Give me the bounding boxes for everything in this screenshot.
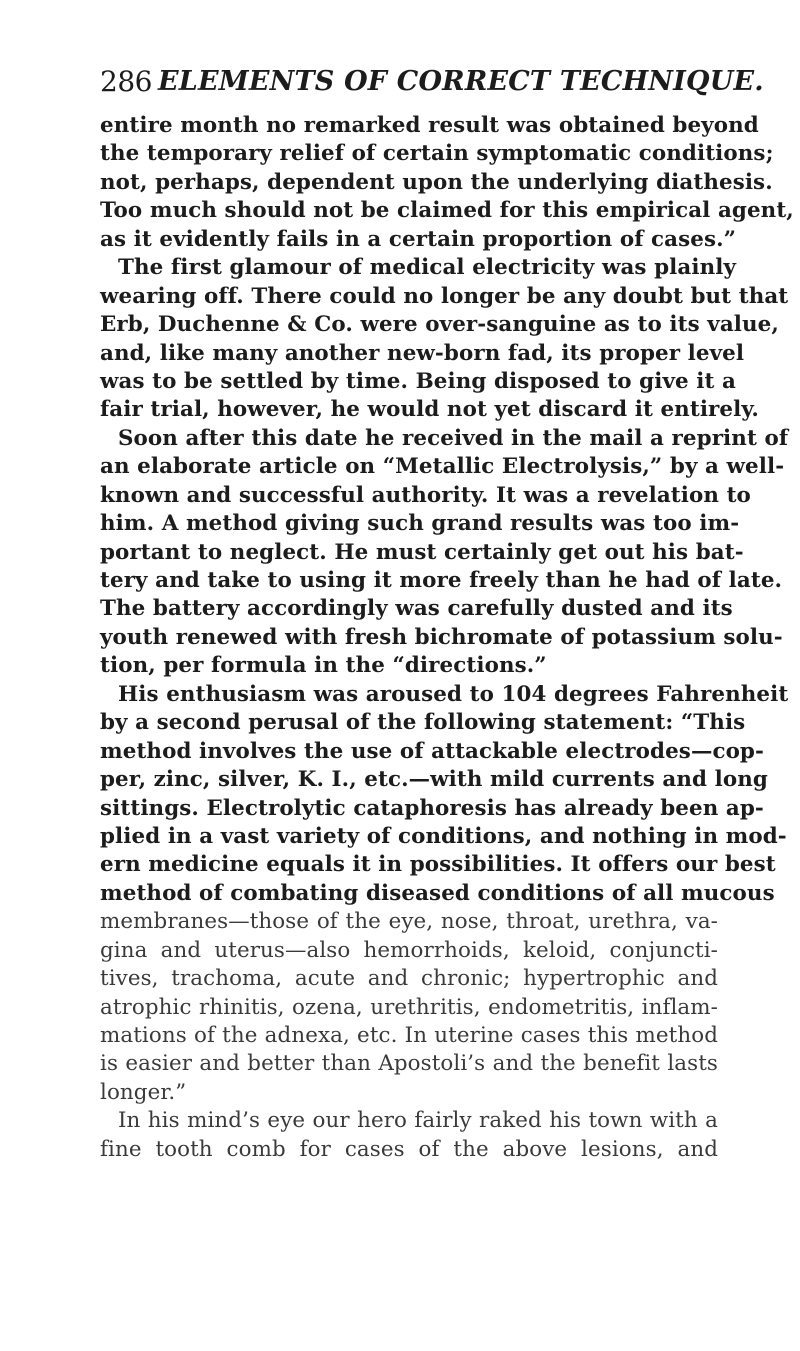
text-line: longer.” bbox=[100, 1079, 187, 1105]
text-line: method involves the use of attackable electrodes—cop- bbox=[100, 738, 764, 764]
text-line: and, like many another new-born fad, its proper level bbox=[100, 340, 745, 366]
text-line: gina and uterus—also hemorrhoids, keloid, conjuncti- bbox=[100, 937, 718, 963]
paragraph-start-line: The first glamour of medical electricity was plainly bbox=[118, 255, 736, 281]
text-line: tion, per formula in the “directions.” bbox=[100, 653, 547, 679]
body-text bbox=[100, 112, 794, 1164]
text-line: an elaborate article on “Metallic Electrolysis,” by a well- bbox=[100, 454, 785, 480]
paragraph-start-line: Soon after this date he received in the mail a reprint of bbox=[118, 425, 789, 451]
text-line: ern medicine equals it in possibilities. It offers our best bbox=[100, 852, 776, 878]
text-line: fine tooth comb for cases of the above lesions, and bbox=[100, 1136, 718, 1162]
text-line: by a second perusal of the following statement: “This bbox=[100, 710, 746, 736]
text-line: tery and take to using it more freely than he had of late. bbox=[100, 568, 783, 593]
text-line: entire month no remarked result was obtained beyond bbox=[100, 113, 759, 138]
page-number: 286 bbox=[100, 65, 152, 98]
text-line: portant to neglect. He must certainly get out his bat- bbox=[100, 539, 744, 565]
text-line: him. A method giving such grand results was too im- bbox=[100, 511, 740, 537]
text-line: tives, trachoma, acute and chronic; hypertrophic and bbox=[100, 966, 718, 992]
text-line: as it evidently fails in a certain proportion of cases.” bbox=[100, 226, 737, 252]
text-line: not, perhaps, dependent upon the underlying diathesis. bbox=[100, 169, 773, 195]
running-head bbox=[100, 64, 764, 104]
text-line: fair trial, however, he would not yet discard it entirely. bbox=[100, 397, 759, 423]
text-line: is easier and better than Apostoli’s and the benefit lasts bbox=[100, 1051, 718, 1077]
paragraph-start-line: His enthusiasm was aroused to 104 degrees Fahrenheit bbox=[118, 681, 789, 707]
text-line: Too much should not be claimed for this empirical agent, bbox=[100, 198, 794, 224]
text-line: sittings. Electrolytic cataphoresis has already been ap- bbox=[100, 795, 764, 821]
text-line: known and successful authority. It was a revelation to bbox=[100, 482, 751, 508]
text-line: plied in a vast variety of conditions, and nothing in mod- bbox=[100, 823, 787, 849]
text-line: membranes—those of the eye, nose, throat, urethra, va- bbox=[100, 909, 718, 935]
paragraph-start-line: In his mind’s eye our hero fairly raked his town with a bbox=[118, 1108, 718, 1134]
text-line: mations of the adnexa, etc. In uterine cases this method bbox=[100, 1023, 718, 1048]
text-line: Erb, Duchenne & Co. were over-sanguine as to its value, bbox=[100, 312, 779, 338]
book-title: ELEMENTS OF CORRECT TECHNIQUE. bbox=[158, 66, 764, 97]
text-line: per, zinc, silver, K. I., etc.—with mild currents and long bbox=[100, 767, 768, 793]
text-line: The battery accordingly was carefully dusted and its bbox=[100, 596, 733, 622]
text-line: wearing off. There could no longer be any doubt but that bbox=[100, 283, 789, 309]
text-line: was to be settled by time. Being disposed to give it a bbox=[100, 368, 736, 394]
text-line: atrophic rhinitis, ozena, urethritis, endometritis, inflam- bbox=[100, 994, 718, 1020]
text-line: method of combating diseased conditions of all mucous bbox=[100, 880, 775, 906]
text-line: youth renewed with fresh bichromate of potassium solu- bbox=[100, 624, 783, 650]
text-line: the temporary relief of certain symptomatic conditions; bbox=[100, 141, 774, 167]
